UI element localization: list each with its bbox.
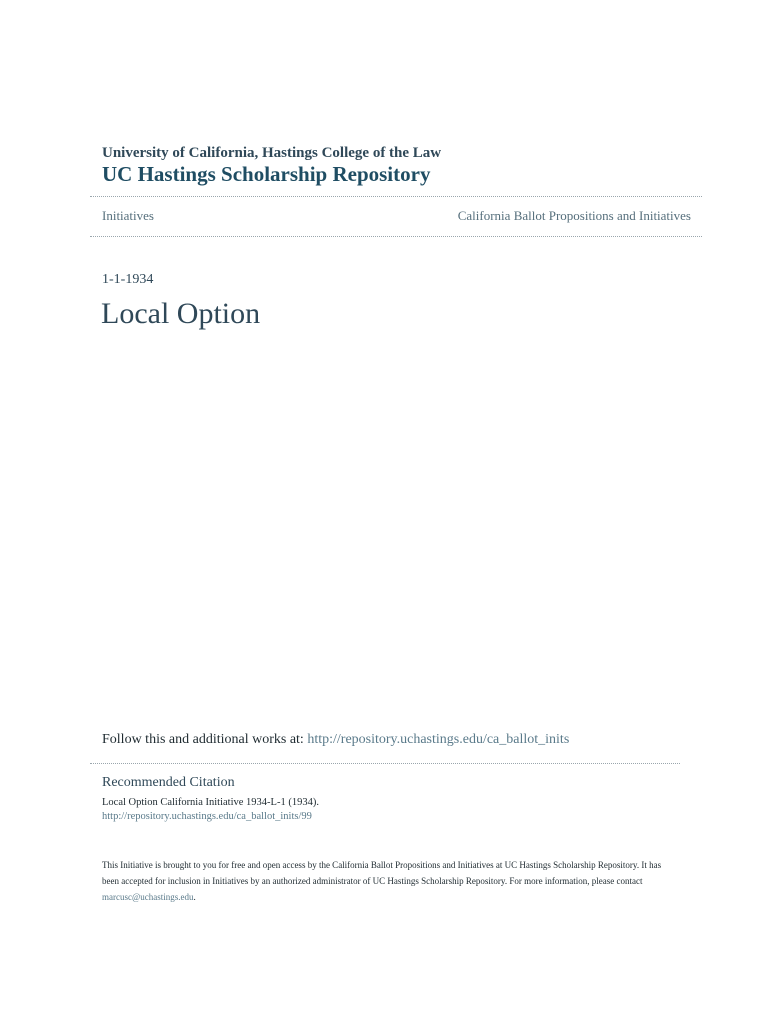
follow-link[interactable]: http://repository.uchastings.edu/ca_ballot_inits xyxy=(307,732,570,747)
follow-label: Follow this and additional works at: xyxy=(102,732,304,747)
notice-end: . xyxy=(193,892,196,902)
follow-line xyxy=(102,732,569,748)
citation-heading: Recommended Citation xyxy=(102,775,235,790)
institution-name: University of California, Hastings College of the Law xyxy=(102,145,442,161)
citation-text: Local Option California Initiative 1934-L-1 (1934). xyxy=(102,797,319,808)
collection-link[interactable]: California Ballot Propositions and Initiatives xyxy=(457,208,691,223)
document-title: Local Option xyxy=(101,297,261,330)
contact-email-link[interactable]: marcusc@uchastings.edu xyxy=(102,892,194,902)
series-initiatives-link[interactable]: Initiatives xyxy=(102,208,154,223)
notice-text: This Initiative is brought to you for free and open access by the California Ballot Propositions and Initiatives at UC Hastings Scholarship Repository. It has been accepted for inclusion in Initiatives by an authorized administrator of UC Hastings Scholarship Repository. For more information, please contact xyxy=(102,860,662,886)
divider-top xyxy=(90,196,702,197)
repository-name[interactable]: UC Hastings Scholarship Repository xyxy=(102,162,431,186)
divider-series xyxy=(90,236,702,237)
divider-follow xyxy=(90,763,680,764)
publication-date: 1-1-1934 xyxy=(102,272,154,287)
access-notice xyxy=(102,857,672,905)
citation-link[interactable]: http://repository.uchastings.edu/ca_ballot_inits/99 xyxy=(102,811,312,822)
